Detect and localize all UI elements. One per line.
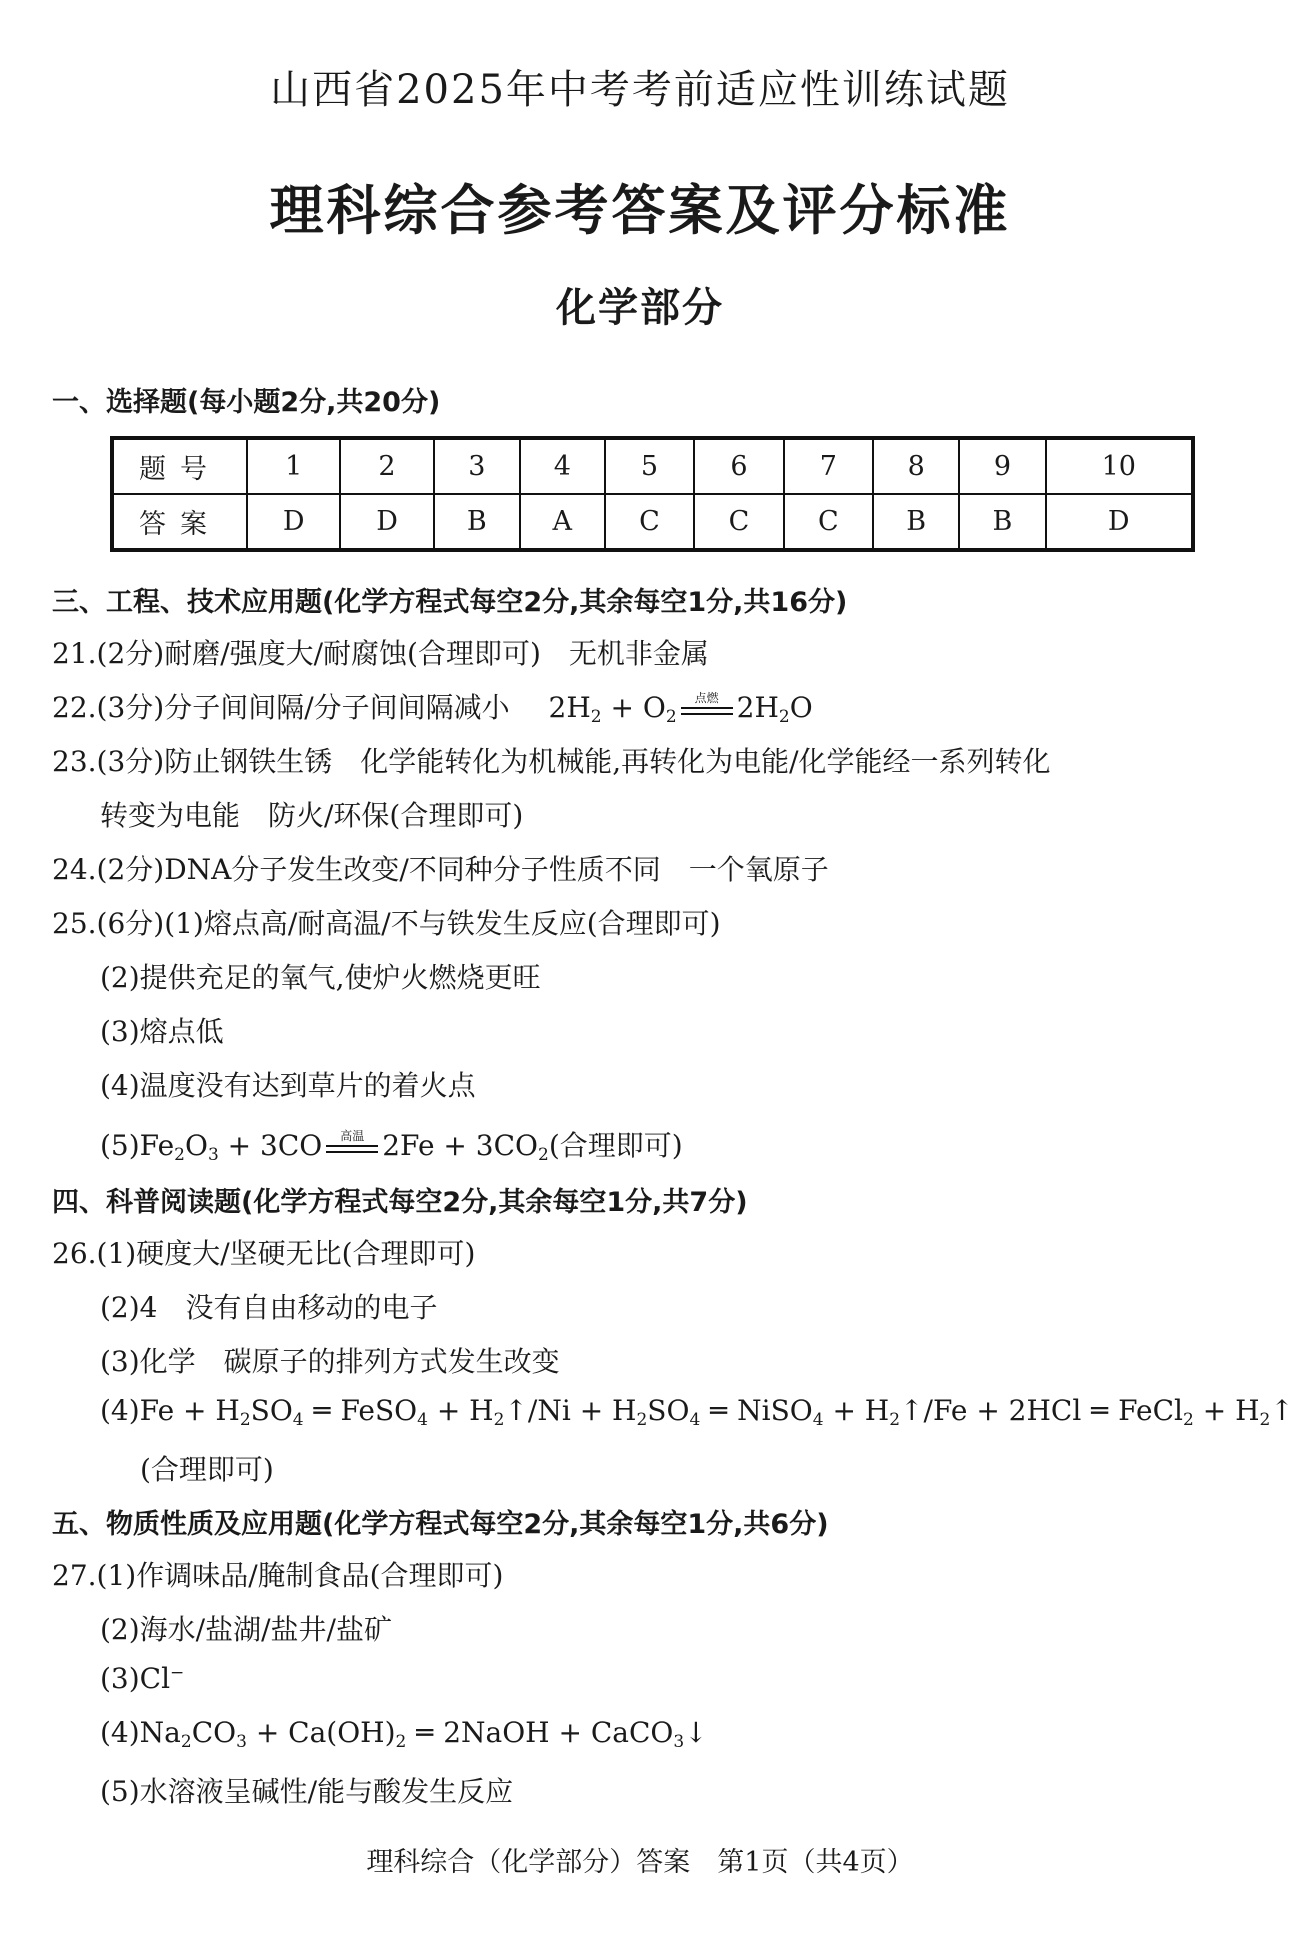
equation-condition: 高温: [326, 1133, 378, 1163]
table-cell: C: [694, 494, 783, 550]
answer-table: [110, 436, 1195, 552]
table-cell: 10: [1046, 438, 1194, 494]
section-title: 化学部分: [556, 285, 724, 331]
table-cell: 7: [784, 438, 873, 494]
answer-line: (合理即可): [140, 1453, 274, 1486]
answer-line: [100, 1124, 683, 1165]
answer-line: [52, 686, 813, 727]
table-cell: C: [784, 494, 873, 550]
table-cell: 1: [247, 438, 340, 494]
answer-line: [100, 1716, 708, 1752]
exam-title: 山西省2025年中考考前适应性训练试题: [270, 67, 1010, 113]
equation: $Fe + H_2SO_4$ ═ FeSO$_4$ + $H_2↑/Ni + H_2SO_4$ ═ NiSO$_4$ + $H_2↑/Fe + 2HCl$ ═ FeCl$_2$ + $H_2↑$: [139, 1394, 1294, 1430]
answer-line: 23.(3分)防止钢铁生锈 化学能转化为机械能,再转化为电能/化学能经一系列转化: [52, 745, 1051, 778]
table-cell: D: [340, 494, 433, 550]
answer-line: (3)Cl−: [100, 1662, 185, 1695]
section3-heading: 三、工程、技术应用题(化学方程式每空2分,其余每空1分,共16分): [52, 587, 848, 618]
table-cell: 8: [873, 438, 959, 494]
table-cell: 6: [694, 438, 783, 494]
table-row-answers: [112, 494, 1193, 550]
table-cell: B: [434, 494, 520, 550]
table-cell: B: [873, 494, 959, 550]
answer-line: [100, 1394, 1294, 1430]
equation: $2H_2 + O_2$ 点燃 $2H_2O$: [548, 690, 813, 727]
table-cell: 3: [434, 438, 520, 494]
row-label-answer: 答案: [112, 494, 247, 550]
table-row-numbers: [112, 438, 1193, 494]
table-cell: D: [1046, 494, 1194, 550]
answer-line: 24.(2分)DNA分子发生改变/不同种分子性质不同 一个氧原子: [52, 853, 829, 886]
answer-text: (4): [100, 1716, 140, 1749]
answer-line: 转变为电能 防火/环保(合理即可): [100, 799, 524, 832]
answer-line: 27.(1)作调味品/腌制食品(合理即可): [52, 1559, 504, 1592]
answer-text: (5): [100, 1129, 140, 1162]
section1-heading: 一、选择题(每小题2分,共20分): [52, 387, 441, 418]
equation-condition: 点燃: [681, 695, 733, 725]
equation: $Fe_2O_3 + 3CO$ 高温 $2Fe + 3CO_2$: [139, 1128, 549, 1165]
document-title: 理科综合参考答案及评分标准: [269, 179, 1011, 242]
table-cell: 4: [520, 438, 605, 494]
answer-text: (3)Cl: [100, 1662, 171, 1695]
answer-line: (2)海水/盐湖/盐井/盐矿: [100, 1613, 392, 1646]
answer-line: (3)熔点低: [100, 1015, 224, 1048]
answer-line: (2)4 没有自由移动的电子: [100, 1291, 438, 1324]
table-cell: 2: [340, 438, 433, 494]
answer-line: (5)水溶液呈碱性/能与酸发生反应: [100, 1775, 514, 1808]
table-cell: 9: [959, 438, 1045, 494]
answer-line: (2)提供充足的氧气,使炉火燃烧更旺: [100, 961, 541, 994]
answer-line: (4)温度没有达到草片的着火点: [100, 1069, 476, 1102]
equation: $Na_2CO_3 + Ca(OH)_2$ ═ 2NaOH + CaCO$_3$↓: [139, 1716, 708, 1752]
answer-line: (3)化学 碳原子的排列方式发生改变: [100, 1345, 560, 1378]
answer-line: 26.(1)硬度大/坚硬无比(合理即可): [52, 1237, 476, 1270]
table-cell: C: [605, 494, 694, 550]
table-cell: B: [959, 494, 1045, 550]
answer-text: (合理即可): [548, 1129, 683, 1162]
row-label-number: 题号: [112, 438, 247, 494]
page-footer: 理科综合（化学部分）答案 第1页（共4页）: [366, 1847, 914, 1878]
table-cell: A: [520, 494, 605, 550]
section4-heading: 四、科普阅读题(化学方程式每空2分,其余每空1分,共7分): [52, 1187, 748, 1218]
table-cell: D: [247, 494, 340, 550]
answer-text: (4): [100, 1394, 140, 1427]
answer-text: 22.(3分)分子间间隔/分子间间隔减小: [52, 691, 510, 724]
answer-line: 21.(2分)耐磨/强度大/耐腐蚀(合理即可) 无机非金属: [52, 637, 709, 670]
section5-heading: 五、物质性质及应用题(化学方程式每空2分,其余每空1分,共6分): [52, 1509, 829, 1540]
answer-line: 25.(6分)(1)熔点高/耐高温/不与铁发生反应(合理即可): [52, 907, 721, 940]
table-cell: 5: [605, 438, 694, 494]
